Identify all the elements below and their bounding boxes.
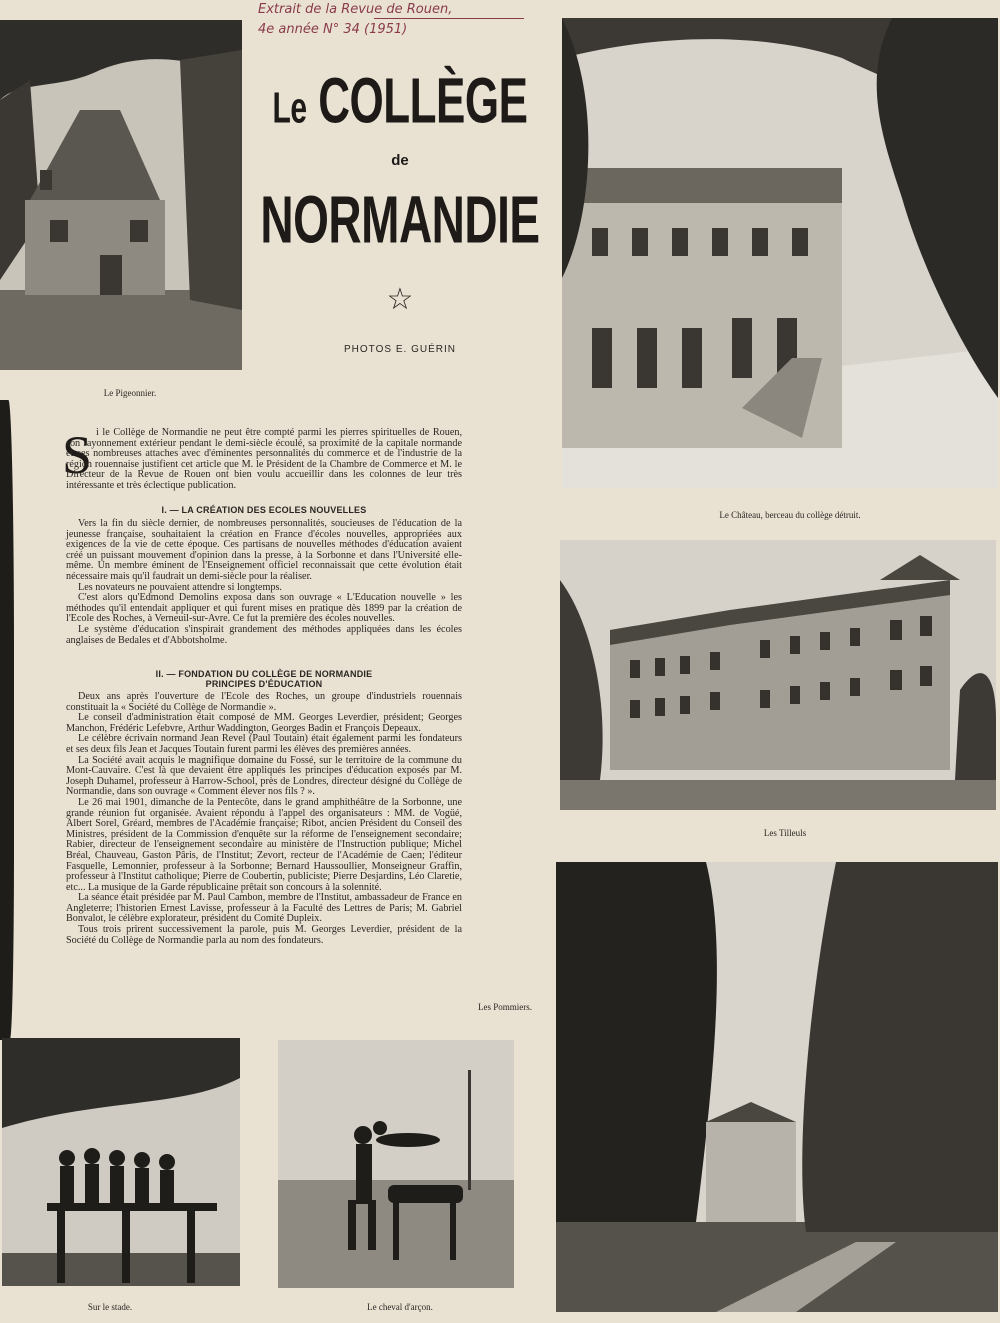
section2-paragraph: Tous trois prirent successivement la parole, puis M. Georges Leverdier, président de la Société du Collège de Normandie parla au nom des fondateurs.	[66, 924, 462, 946]
section1-body	[66, 519, 462, 646]
handwritten-annotation-line2: 4e année N° 34 (1951)	[258, 22, 408, 37]
caption-stade: Sur le stade.	[87, 1302, 133, 1312]
title-line-college	[250, 66, 550, 139]
title-normandie: NORMANDIE	[260, 181, 540, 257]
section2-paragraph: La séance était présidée par M. Paul Cambon, membre de l'Institut, ambassadeur de France en Angleterre; l'historien Ernest Lavisse, professeur à la Faculté des Lettres de Paris; M. Gabriel Bonvalot, le célèbre explorateur, président du Comité Dupleix.	[66, 892, 462, 925]
caption-tilleuls: Les Tilleuls	[763, 828, 807, 838]
caption-chateau: Le Château, berceau du collège détruit.	[719, 510, 861, 520]
section1-heading: I. — LA CRÉATION DES ECOLES NOUVELLES	[161, 505, 367, 515]
photo-pommiers	[556, 862, 998, 1312]
photo-chateau	[562, 18, 998, 488]
section1-paragraph: Le système d'éducation s'inspirait grandement des méthodes appliquées dans les écoles anglaises de Bedales et d'Abbotsholme.	[66, 623, 462, 646]
section2-paragraph: Le 26 mai 1901, dimanche de la Pentecôte, dans le grand amphithéâtre de la Sorbonne, une grande réunion fut organisée. Avaient répondu à l'appel des organisateurs : MM. de Vogüé, Albert Sorel, Gréard, membres de l'Académie française; Ribot, ancien Président du Conseil des Ministres, président de la Commission d'enquête sur la réforme de l'enseignement secondaire; Rabier, directeur de l'enseignement secondaire au ministère de l'Instruction publique; Michel Bréal, Chauveau, Gaston Pâris, de l'Institut; Zevort, recteur de l'Académie de Caen; l'éditeur Fasquelle, Lemonnier, professeur à la Sorbonne; Bernard Haussoullier, Monseigneur Graffin, professeur à l'Institut catholique; Pierre de Coubertin, publiciste; Pierre Desjardins, Léo Claretie, etc... La musique de la Garde républicaine prêtait son concours à la solennité.	[66, 796, 462, 893]
section2-subheading: PRINCIPES D'ÉDUCATION	[205, 679, 323, 689]
photo-stade	[2, 1038, 240, 1286]
title-college: COLLÈGE	[318, 66, 528, 138]
section2-paragraph: Le célèbre écrivain normand Jean Revel (Paul Toutain) était également parmi les fondateurs et ses deux fils Jean et Jacques Toutain furent parmi les élèves des premières années.	[66, 733, 462, 755]
intro-paragraph: i le Collège de Normandie ne peut être compté parmi les pierres spirituelles de Rouen, son rayonnement extérieur pendant le demi-siècle écoulé, sa proximité de la capitale normande et ses nombreuses attaches avec d'éminentes personnalités du commerce et de l'industrie de la région rouennaise justifient cet article que M. le Président de la Chambre de Commerce et M. le Directeur de la Revue de Rouen ont bien voulu accueillir dans les colonnes de leur très intéressante et très éclectique publication.	[66, 427, 462, 491]
caption-pommiers: Les Pommiers.	[478, 1002, 532, 1012]
handwritten-annotation-line1: Extrait de la Revue de Rouen,	[258, 2, 453, 17]
photo-cheval-arcon	[278, 1040, 514, 1288]
star-ornament: ☆	[386, 283, 414, 316]
section2-body	[66, 692, 462, 946]
photo-pigeonnier	[0, 20, 242, 370]
caption-cheval-arcon: Le cheval d'arçon.	[367, 1302, 433, 1312]
photo-credit: PHOTOS E. GUÉRIN	[344, 344, 456, 355]
title-le: Le	[272, 84, 307, 133]
tree-silhouette-edge	[0, 400, 14, 1040]
section2-paragraph: La Société avait acquis le magnifique domaine du Fossé, sur le territoire de la commune du Mont-Cauvaire. C'est là que devaient être appliqués les principes d'éducation exposés par M. Joseph Duhamel, professeur à Harrow-School, près de Londres, directeur désigné du Collège de Normandie, dans son ouvrage « Comment élever nos fils ? ».	[66, 754, 462, 798]
caption-pigeonnier: Le Pigeonnier.	[103, 388, 157, 398]
section1-paragraph: Vers la fin du siècle dernier, de nombreuses personnalités, soucieuses de l'éducation de la jeunesse française, souhaitaient la création en France d'écoles nouvelles, appropriées aux exigences de la vie de cette époque. Ces partisans de nouvelles méthodes d'éducation avaient créé un puissant mouvement d'opinion dans la presse, à la Sorbonne et dans l'Université elle-même. Un membre éminent de l'Enseignement officiel reconnaissait que cette évolution était nécessaire mais qu'il faudrait un demi-siècle pour la réaliser.	[66, 518, 462, 582]
section1-paragraph: Les novateurs ne pouvaient attendre si longtemps.	[78, 581, 282, 593]
section2-heading: II. — FONDATION DU COLLÈGE DE NORMANDIE	[155, 669, 373, 679]
annotation-underline	[374, 18, 524, 19]
section1-paragraph: C'est alors qu'Edmond Demolins exposa dans son ouvrage « L'Education nouvelle » les méthodes qu'il entendait appliquer et qui furent mises en pratique dès 1899 par la création de l'Ecole des Roches, à Verneuil-sur-Avre. Ce fut la première des écoles nouvelles.	[66, 592, 462, 625]
section2-paragraph: Deux ans après l'ouverture de l'Ecole des Roches, un groupe d'industriels rouennais constituait la « Société du Collège de Normandie ».	[66, 691, 462, 713]
photo-tilleuls	[560, 540, 996, 810]
title-de: de	[391, 152, 409, 169]
dropcap: S	[62, 425, 93, 485]
section2-paragraph: Le conseil d'administration était composé de MM. Georges Leverdier, président; Georges Manchon, Frédéric Lefebvre, Arthur Waddington, Georges Badin et François Depeaux.	[66, 712, 462, 734]
